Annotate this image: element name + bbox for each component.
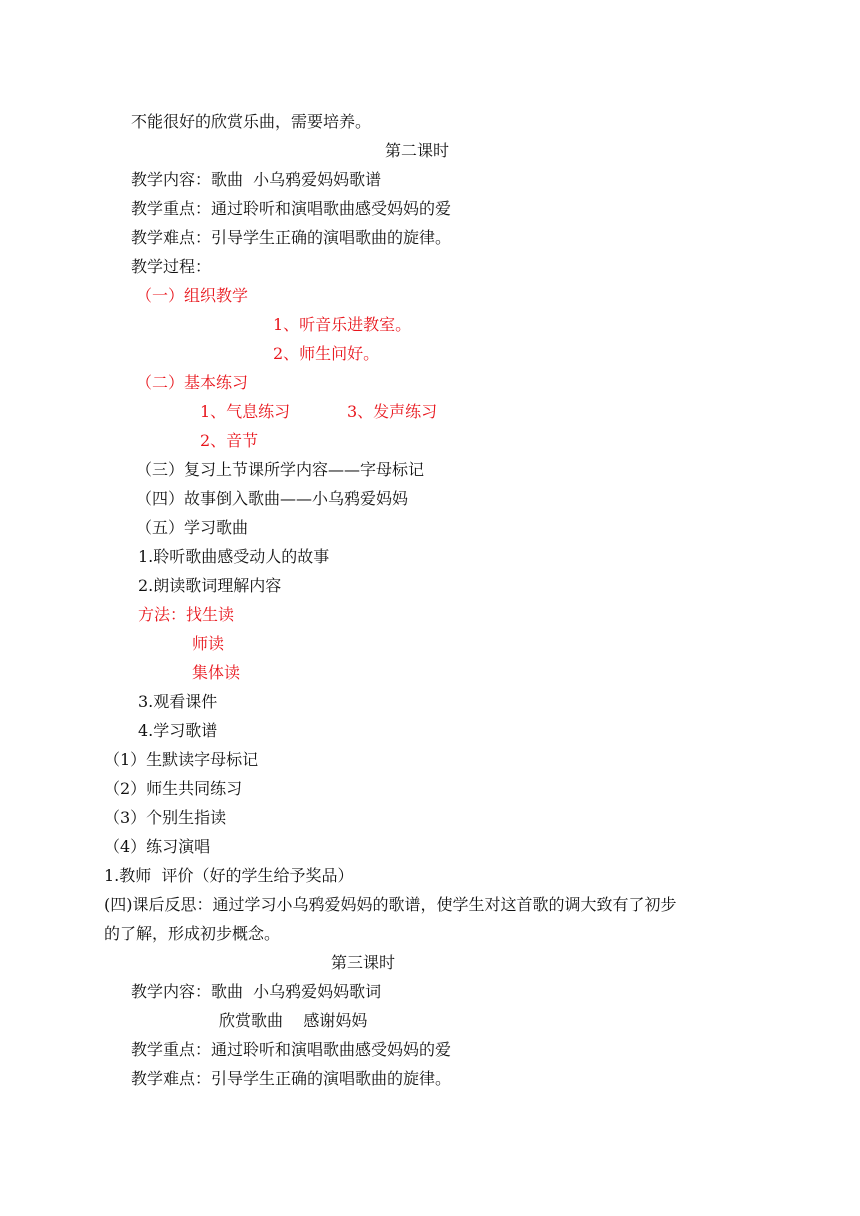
text-line: 3.观看课件 <box>138 692 218 711</box>
text-line: （4）练习演唱 <box>104 837 211 856</box>
text-line: 教学难点：引导学生正确的演唱歌曲的旋律。 <box>131 228 452 247</box>
text-line: （1）生默读字母标记 <box>104 750 259 769</box>
text-line: 2.朗读歌词理解内容 <box>138 576 282 595</box>
red-text-line: 2、音节 <box>200 431 259 450</box>
text-line: 欣赏歌曲 感谢妈妈 <box>219 1011 368 1030</box>
red-text-line: （二）基本练习 <box>136 373 249 392</box>
red-text-line: （一）组织教学 <box>136 286 249 305</box>
text-line: 不能很好的欣赏乐曲，需要培养。 <box>131 112 372 131</box>
text-line: （3）个别生指读 <box>104 808 227 827</box>
text-line: （四）故事倒入歌曲——小乌鸦爱妈妈 <box>136 489 409 508</box>
red-text-line: 3、发声练习 <box>347 402 438 421</box>
text-line: 教学难点：引导学生正确的演唱歌曲的旋律。 <box>131 1069 452 1088</box>
section-heading-lesson-3: 第三课时 <box>331 953 396 972</box>
text-line: 教学内容：歌曲 小乌鸦爱妈妈歌谱 <box>131 170 382 189</box>
red-text-line: 方法：找生读 <box>138 605 235 624</box>
section-heading-lesson-2: 第二课时 <box>385 141 450 160</box>
red-text-line: 师读 <box>192 634 225 653</box>
text-line: 的了解，形成初步概念。 <box>104 924 281 943</box>
text-line: 1.聆听歌曲感受动人的故事 <box>138 547 330 566</box>
text-line: 教学重点：通过聆听和演唱歌曲感受妈妈的爱 <box>131 199 452 218</box>
red-text-line: 1、听音乐进教室。 <box>273 315 412 334</box>
text-line: （2）师生共同练习 <box>104 779 243 798</box>
text-line: 教学内容：歌曲 小乌鸦爱妈妈歌词 <box>131 982 382 1001</box>
text-line: （五）学习歌曲 <box>136 518 249 537</box>
text-line: 1.教师 评价（好的学生给予奖品） <box>104 866 354 885</box>
text-line: 教学重点：通过聆听和演唱歌曲感受妈妈的爱 <box>131 1040 452 1059</box>
red-text-line: 2、师生问好。 <box>273 344 380 363</box>
text-line: (四)课后反思：通过学习小乌鸦爱妈妈的歌谱，使学生对这首歌的调大致有了初步 <box>104 895 677 914</box>
red-text-line: 集体读 <box>192 663 241 682</box>
red-text-line: 1、气息练习 <box>200 402 291 421</box>
text-line: 教学过程： <box>131 257 212 276</box>
text-line: （三）复习上节课所学内容——字母标记 <box>136 460 425 479</box>
text-line: 4.学习歌谱 <box>138 721 218 740</box>
